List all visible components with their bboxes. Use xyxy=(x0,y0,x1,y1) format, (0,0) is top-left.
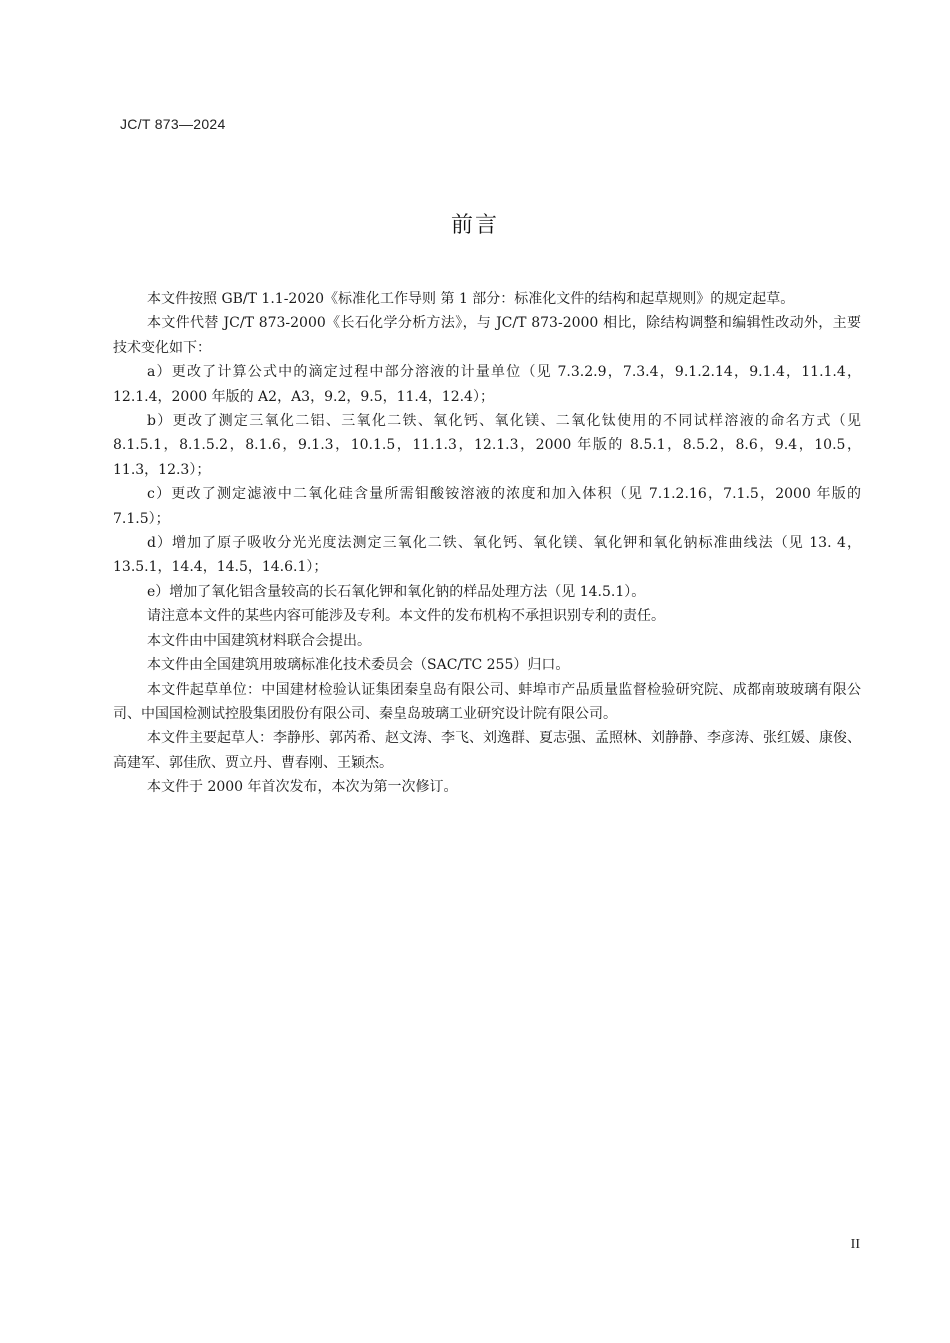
paragraph-drafting-units: 本文件起草单位：中国建材检验认证集团秦皇岛有限公司、蚌埠市产品质量监督检验研究院、成都南玻玻璃有限公司、中国国检测试控股集团股份有限公司、秦皇岛玻璃工业研究设计院有限公司。 xyxy=(113,681,861,722)
list-item-change-b: b）更改了测定三氧化二铝、三氧化二铁、氧化钙、氧化镁、二氧化钛使用的不同试样溶液的命名方式（见 8.1.5.1，8.1.5.2，8.1.6，9.1.3，10.1.5，11.1.3，12.1.3，2000 年版的 8.5.1，8.5.2，8.6，9.4，10.5，11.3，12.3）； xyxy=(113,413,861,478)
paragraph-drafting-rules: 本文件按照 GB/T 1.1-2020《标准化工作导则 第 1 部分：标准化文件的结构和起草规则》的规定起草。 xyxy=(147,291,795,307)
page-title: 前言 xyxy=(450,213,499,238)
paragraph-publication-history: 本文件于 2000 年首次发布，本次为第一次修订。 xyxy=(147,779,458,796)
list-item-change-a: a）更改了计算公式中的滴定过程中部分溶液的计量单位（见 7.3.2.9，7.3.4，9.1.2.14，9.1.4，11.1.4，12.1.4，2000 年版的 A2，A3，9.2，9.5，11.4，12.4）； xyxy=(113,364,861,405)
standard-code-header: JC/T 873—2024 xyxy=(120,116,226,132)
paragraph-proposer: 本文件由中国建筑材料联合会提出。 xyxy=(147,632,371,649)
paragraph-drafters: 本文件主要起草人：李静彤、郭芮希、赵文涛、李飞、刘逸群、夏志强、孟照林、刘静静、李彦涛、张红媛、康俊、高建军、郭佳欣、贾立丹、曹春刚、王颖杰。 xyxy=(113,730,861,771)
list-item-change-c: c）更改了测定滤液中二氧化硅含量所需钼酸铵溶液的浓度和加入体积（见 7.1.2.16，7.1.5，2000 年版的 7.1.5）； xyxy=(113,486,861,527)
paragraph-technical-committee: 本文件由全国建筑用玻璃标准化技术委员会（SAC/TC 255）归口。 xyxy=(147,657,570,674)
page-number: II xyxy=(850,1237,860,1252)
foreword-body xyxy=(113,287,861,800)
list-item-change-e: e）增加了氧化铝含量较高的长石氧化钾和氧化钠的样品处理方法（见 14.5.1）。 xyxy=(147,583,646,600)
paragraph-patent-notice: 请注意本文件的某些内容可能涉及专利。本文件的发布机构不承担识别专利的责任。 xyxy=(147,608,665,625)
paragraph-replacement: 本文件代替 JC/T 873-2000《长石化学分析方法》，与 JC/T 873-2000 相比，除结构调整和编辑性改动外，主要技术变化如下： xyxy=(113,315,861,356)
list-item-change-d: d）增加了原子吸收分光光度法测定三氧化二铁、氧化钙、氧化镁、氧化钾和氧化钠标准曲线法（见 13. 4，13.5.1，14.4，14.5，14.6.1）； xyxy=(113,535,861,576)
